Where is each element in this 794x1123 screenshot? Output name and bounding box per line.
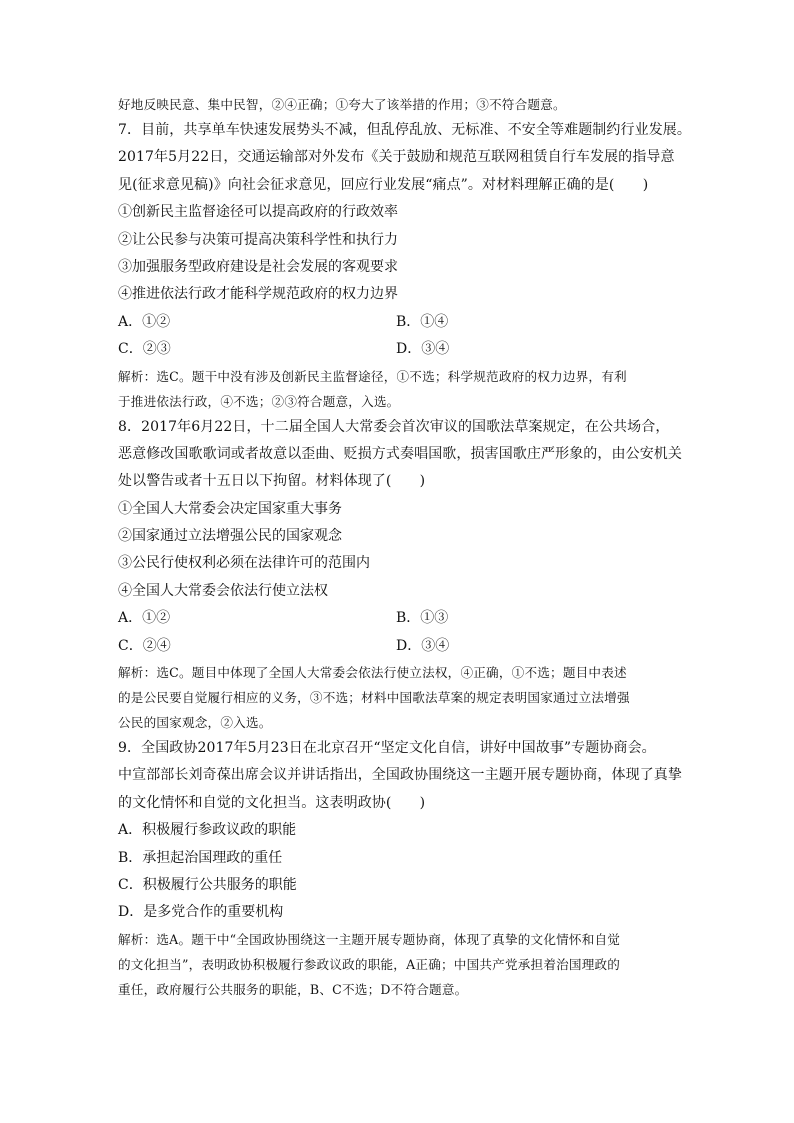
statement-item: ④推进依法行政才能科学规范政府的权力边界 bbox=[118, 286, 398, 303]
option-d: D．③④ bbox=[396, 637, 450, 654]
explanation-line: 的是公民要自觉履行相应的义务，③不选；材料中国歌法草案的规定表明国家通过立法增强 bbox=[118, 690, 630, 706]
question-9 bbox=[118, 735, 682, 1002]
explanation-line: 解析：选C。题干中没有涉及创新民主监督途径，①不选；科学规范政府的权力边界，有利 bbox=[118, 368, 627, 384]
explanation-line: 公民的国家观念，②入选。 bbox=[118, 715, 272, 731]
question-8 bbox=[118, 414, 682, 736]
option-a: A．积极履行参政议政的职能 bbox=[118, 822, 297, 839]
explanation-line: 的文化担当”，表明政协积极履行参政议政的职能，A正确；中国共产党承担着治国理政的 bbox=[118, 956, 621, 972]
explanation-line: 于推进依法行政，④不选；②③符合题意，入选。 bbox=[118, 393, 400, 409]
statement-item: ④全国人大常委会依法行使立法权 bbox=[118, 582, 328, 599]
option-row bbox=[118, 336, 678, 363]
statement-item: ②让公民参与决策可提高决策科学性和执行力 bbox=[118, 231, 398, 248]
statement-item: ③公民行使权利必须在法律许可的范围内 bbox=[118, 555, 370, 572]
question-7 bbox=[118, 117, 692, 414]
question-stem-line: 2017年5月22日，交通运输部对外发布《关于鼓励和规范互联网租赁自行车发展的指导意 bbox=[118, 149, 675, 166]
option-c: C．积极履行公共服务的职能 bbox=[118, 876, 297, 893]
explanation-line: 重任，政府履行公共服务的职能，B、C不选；D不符合题意。 bbox=[118, 981, 468, 997]
question-stem-line: 见(征求意见稿)》向社会征求意见，回应行业发展“痛点”。对材料理解正确的是( ) bbox=[118, 176, 649, 193]
question-stem-line: 9．全国政协2017年5月23日在北京召开“坚定文化自信，讲好中国故事”专题协商会。 bbox=[118, 740, 656, 757]
option-d: D．③④ bbox=[396, 341, 450, 358]
question-stem-line: 中宣部部长刘奇葆出席会议并讲话指出，全国政协围绕这一主题开展专题协商，体现了真挚 bbox=[118, 767, 682, 784]
option-a: A．①② bbox=[118, 610, 171, 627]
question-stem-line: 处以警告或者十五日以下拘留。材料体现了( ) bbox=[118, 473, 426, 490]
option-b: B．承担起治国理政的重任 bbox=[118, 849, 283, 866]
option-d: D．是多党合作的重要机构 bbox=[118, 904, 284, 921]
option-row bbox=[118, 605, 678, 632]
question-stem-line: 的文化情怀和自觉的文化担当。这表明政协( ) bbox=[118, 794, 426, 811]
statement-item: ①全国人大常委会决定国家重大事务 bbox=[118, 500, 342, 517]
explanation-line: 解析：选C。题目中体现了全国人大常委会依法行使立法权，④正确，①不选；题目中表述 bbox=[118, 665, 627, 681]
option-c: C．②③ bbox=[118, 341, 171, 358]
statement-item: ②国家通过立法增强公民的国家观念 bbox=[118, 528, 342, 545]
question-stem-line: 7．目前，共享单车快速发展势头不减，但乱停乱放、无标准、不安全等难题制约行业发展。 bbox=[118, 122, 692, 138]
document-page bbox=[118, 92, 692, 1002]
option-b: B．①④ bbox=[396, 313, 449, 330]
statement-item: ③加强服务型政府建设是社会发展的客观要求 bbox=[118, 258, 398, 275]
question-stem-line: 恶意修改国歌歌词或者故意以歪曲、贬损方式奏唱国歌，损害国歌庄严形象的，由公安机关 bbox=[118, 445, 682, 462]
option-row bbox=[118, 633, 678, 660]
option-a: A．①② bbox=[118, 313, 171, 330]
option-b: B．①③ bbox=[396, 610, 449, 627]
option-c: C．②④ bbox=[118, 637, 171, 654]
explanation-line: 解析：选A。题干中“全国政协围绕这一主题开展专题协商，体现了真挚的文化情怀和自觉 bbox=[118, 931, 621, 947]
statement-item: ①创新民主监督途径可以提高政府的行政效率 bbox=[118, 204, 398, 221]
option-row bbox=[118, 309, 678, 336]
previous-explanation-tail: 好地反映民意、集中民智，②④正确；①夸大了该举措的作用；③不符合题意。 bbox=[118, 97, 566, 112]
question-stem-line: 8．2017年6月22日，十二届全国人大常委会首次审议的国歌法草案规定，在公共场合， bbox=[118, 418, 670, 435]
